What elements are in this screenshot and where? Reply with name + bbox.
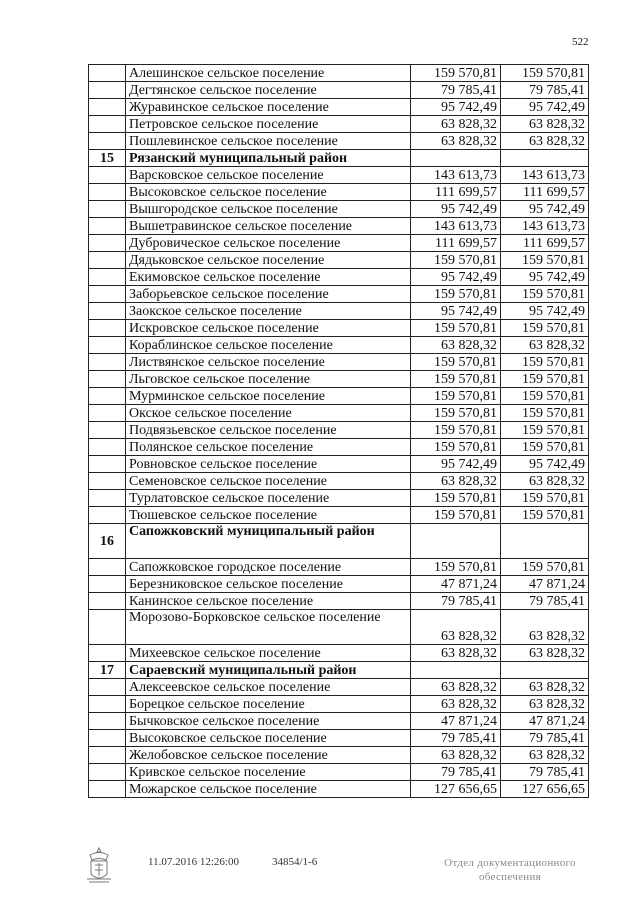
row-number [89,405,126,422]
table-row [89,269,589,286]
settlement-name: Борецкое сельское поселение [126,696,411,713]
amount-col-2: 63 828,32 [501,747,589,764]
settlement-name: Сапожковское городское поселение [126,559,411,576]
row-number [89,167,126,184]
stamp-line-2: обеспечения [478,871,542,883]
row-number [89,593,126,610]
amount-col-2 [501,524,589,559]
row-number [89,781,126,798]
table-row [89,371,589,388]
amount-col-2: 111 699,57 [501,235,589,252]
row-number [89,559,126,576]
amount-col-2: 159 570,81 [501,252,589,269]
amount-col-1: 143 613,73 [411,167,501,184]
row-number [89,218,126,235]
amount-col-1: 47 871,24 [411,576,501,593]
row-number: 16 [89,524,126,559]
amount-col-1: 127 656,65 [411,781,501,798]
amount-col-1: 143 613,73 [411,218,501,235]
table-row [89,218,589,235]
table-row [89,473,589,490]
amount-col-2: 159 570,81 [501,388,589,405]
row-number [89,269,126,286]
table-row [89,747,589,764]
settlement-name: Семеновское сельское поселение [126,473,411,490]
amount-col-2: 63 828,32 [501,337,589,354]
settlement-name: Вышгородское сельское поселение [126,201,411,218]
table-row [89,781,589,798]
coat-of-arms-icon [84,846,114,886]
table-row [89,405,589,422]
amount-col-2: 95 742,49 [501,201,589,218]
settlement-name: Канинское сельское поселение [126,593,411,610]
amount-col-2: 79 785,41 [501,730,589,747]
settlement-budget-table [88,64,589,798]
table-row [89,490,589,507]
row-number [89,490,126,507]
row-number [89,507,126,524]
row-number: 15 [89,150,126,167]
row-number [89,371,126,388]
table-row [89,593,589,610]
amount-col-1: 159 570,81 [411,405,501,422]
row-number [89,422,126,439]
table-row [89,82,589,99]
district-row [89,150,589,167]
amount-col-1: 63 828,32 [411,337,501,354]
amount-col-2: 159 570,81 [501,439,589,456]
table-row [89,610,589,645]
settlement-name: Окское сельское поселение [126,405,411,422]
department-stamp [410,856,610,884]
amount-col-1: 159 570,81 [411,507,501,524]
table-body [89,65,589,798]
settlement-name: Журавинское сельское поселение [126,99,411,116]
settlement-name: Ровновское сельское поселение [126,456,411,473]
row-number [89,456,126,473]
amount-col-1: 63 828,32 [411,610,501,645]
amount-col-2: 159 570,81 [501,507,589,524]
row-number [89,610,126,645]
amount-col-1: 63 828,32 [411,116,501,133]
row-number [89,679,126,696]
amount-col-1: 47 871,24 [411,713,501,730]
settlement-name: Морозово-Борковское сельское поселение [126,610,411,645]
amount-col-2: 63 828,32 [501,473,589,490]
amount-col-2: 95 742,49 [501,456,589,473]
settlement-name: Дубровическое сельское поселение [126,235,411,252]
row-number [89,576,126,593]
table-row [89,696,589,713]
amount-col-2: 143 613,73 [501,167,589,184]
amount-col-1: 95 742,49 [411,269,501,286]
settlement-name: Мурминское сельское поселение [126,388,411,405]
amount-col-1: 159 570,81 [411,65,501,82]
row-number: 17 [89,662,126,679]
table-row [89,116,589,133]
amount-col-2: 159 570,81 [501,405,589,422]
row-number [89,337,126,354]
table-row [89,65,589,82]
amount-col-2: 47 871,24 [501,713,589,730]
row-number [89,235,126,252]
settlement-name: Алешинское сельское поселение [126,65,411,82]
amount-col-1: 63 828,32 [411,679,501,696]
settlement-name: Высоковское сельское поселение [126,184,411,201]
settlement-name: Дядьковское сельское поселение [126,252,411,269]
district-name: Сараевский муниципальный район [126,662,411,679]
table-row [89,576,589,593]
amount-col-2: 63 828,32 [501,610,589,645]
amount-col-2: 79 785,41 [501,593,589,610]
district-row [89,524,589,559]
amount-col-2: 79 785,41 [501,764,589,781]
settlement-name: Екимовское сельское поселение [126,269,411,286]
amount-col-2: 63 828,32 [501,679,589,696]
amount-col-1 [411,662,501,679]
footer-doc-code: 34854/1-6 [272,856,318,868]
amount-col-1: 79 785,41 [411,730,501,747]
settlement-name: Кривское сельское поселение [126,764,411,781]
amount-col-2 [501,662,589,679]
amount-col-1: 79 785,41 [411,82,501,99]
table-row [89,764,589,781]
amount-col-2: 95 742,49 [501,303,589,320]
table-row [89,439,589,456]
row-number [89,286,126,303]
settlement-name: Заборьевское сельское поселение [126,286,411,303]
settlement-name: Петровское сельское поселение [126,116,411,133]
settlement-name: Заокское сельское поселение [126,303,411,320]
row-number [89,201,126,218]
amount-col-1: 159 570,81 [411,439,501,456]
amount-col-2: 63 828,32 [501,645,589,662]
row-number [89,133,126,150]
row-number [89,184,126,201]
amount-col-1: 63 828,32 [411,133,501,150]
settlement-name: Пошлевинское сельское поселение [126,133,411,150]
row-number [89,303,126,320]
row-number [89,65,126,82]
row-number [89,730,126,747]
amount-col-2: 143 613,73 [501,218,589,235]
row-number [89,320,126,337]
amount-col-1 [411,150,501,167]
settlement-name: Дегтянское сельское поселение [126,82,411,99]
table-row [89,679,589,696]
amount-col-2: 159 570,81 [501,490,589,507]
row-number [89,82,126,99]
district-name: Рязанский муниципальный район [126,150,411,167]
settlement-name: Листвянское сельское поселение [126,354,411,371]
row-number [89,116,126,133]
district-name: Сапожковский муниципальный район [126,524,411,559]
settlement-name: Полянское сельское поселение [126,439,411,456]
amount-col-2: 159 570,81 [501,354,589,371]
amount-col-2: 159 570,81 [501,286,589,303]
amount-col-2: 79 785,41 [501,82,589,99]
settlement-name: Варсковское сельское поселение [126,167,411,184]
table-row [89,713,589,730]
table-row [89,303,589,320]
amount-col-2: 95 742,49 [501,269,589,286]
row-number [89,439,126,456]
row-number [89,747,126,764]
settlement-name: Михеевское сельское поселение [126,645,411,662]
amount-col-1: 95 742,49 [411,99,501,116]
amount-col-2: 111 699,57 [501,184,589,201]
amount-col-1: 159 570,81 [411,252,501,269]
table-row [89,730,589,747]
amount-col-1: 79 785,41 [411,593,501,610]
stamp-line-1: Отдел документационного [444,857,576,869]
table-row [89,559,589,576]
amount-col-1 [411,524,501,559]
amount-col-2: 159 570,81 [501,65,589,82]
settlement-name: Вышетравинское сельское поселение [126,218,411,235]
page-number: 522 [572,36,589,48]
amount-col-2: 159 570,81 [501,559,589,576]
table-row [89,354,589,371]
row-number [89,354,126,371]
table-row [89,235,589,252]
settlement-name: Тюшевское сельское поселение [126,507,411,524]
amount-col-2: 63 828,32 [501,696,589,713]
settlement-name: Льговское сельское поселение [126,371,411,388]
table-row [89,184,589,201]
row-number [89,645,126,662]
amount-col-2: 159 570,81 [501,371,589,388]
table-row [89,167,589,184]
settlement-name: Можарское сельское поселение [126,781,411,798]
table-row [89,456,589,473]
amount-col-1: 63 828,32 [411,473,501,490]
table-row [89,286,589,303]
amount-col-1: 159 570,81 [411,286,501,303]
settlement-name: Турлатовское сельское поселение [126,490,411,507]
row-number [89,473,126,490]
settlement-name: Бычковское сельское поселение [126,713,411,730]
table-row [89,422,589,439]
table-row [89,337,589,354]
amount-col-2 [501,150,589,167]
amount-col-1: 159 570,81 [411,371,501,388]
row-number [89,696,126,713]
amount-col-1: 63 828,32 [411,645,501,662]
amount-col-1: 159 570,81 [411,490,501,507]
settlement-name: Алексеевское сельское поселение [126,679,411,696]
table-row [89,99,589,116]
amount-col-1: 159 570,81 [411,422,501,439]
district-row [89,662,589,679]
row-number [89,764,126,781]
settlement-name: Березниковское сельское поселение [126,576,411,593]
amount-col-2: 127 656,65 [501,781,589,798]
settlement-name: Кораблинское сельское поселение [126,337,411,354]
amount-col-2: 63 828,32 [501,116,589,133]
amount-col-1: 95 742,49 [411,303,501,320]
amount-col-2: 95 742,49 [501,99,589,116]
table-row [89,507,589,524]
amount-col-1: 159 570,81 [411,354,501,371]
amount-col-1: 111 699,57 [411,184,501,201]
amount-col-1: 63 828,32 [411,696,501,713]
table-row [89,201,589,218]
settlement-name: Желобовское сельское поселение [126,747,411,764]
amount-col-1: 111 699,57 [411,235,501,252]
amount-col-1: 95 742,49 [411,201,501,218]
row-number [89,252,126,269]
footer-datetime: 11.07.2016 12:26:00 [148,856,239,868]
amount-col-2: 47 871,24 [501,576,589,593]
amount-col-1: 95 742,49 [411,456,501,473]
table-row [89,320,589,337]
row-number [89,388,126,405]
amount-col-1: 159 570,81 [411,388,501,405]
settlement-name: Искровское сельское поселение [126,320,411,337]
row-number [89,713,126,730]
amount-col-1: 63 828,32 [411,747,501,764]
table-row [89,645,589,662]
amount-col-1: 159 570,81 [411,559,501,576]
amount-col-1: 79 785,41 [411,764,501,781]
table-row [89,252,589,269]
table-row [89,133,589,150]
settlement-name: Подвязьевское сельское поселение [126,422,411,439]
amount-col-2: 63 828,32 [501,133,589,150]
settlement-name: Высоковское сельское поселение [126,730,411,747]
table-row [89,388,589,405]
amount-col-2: 159 570,81 [501,320,589,337]
amount-col-2: 159 570,81 [501,422,589,439]
row-number [89,99,126,116]
amount-col-1: 159 570,81 [411,320,501,337]
